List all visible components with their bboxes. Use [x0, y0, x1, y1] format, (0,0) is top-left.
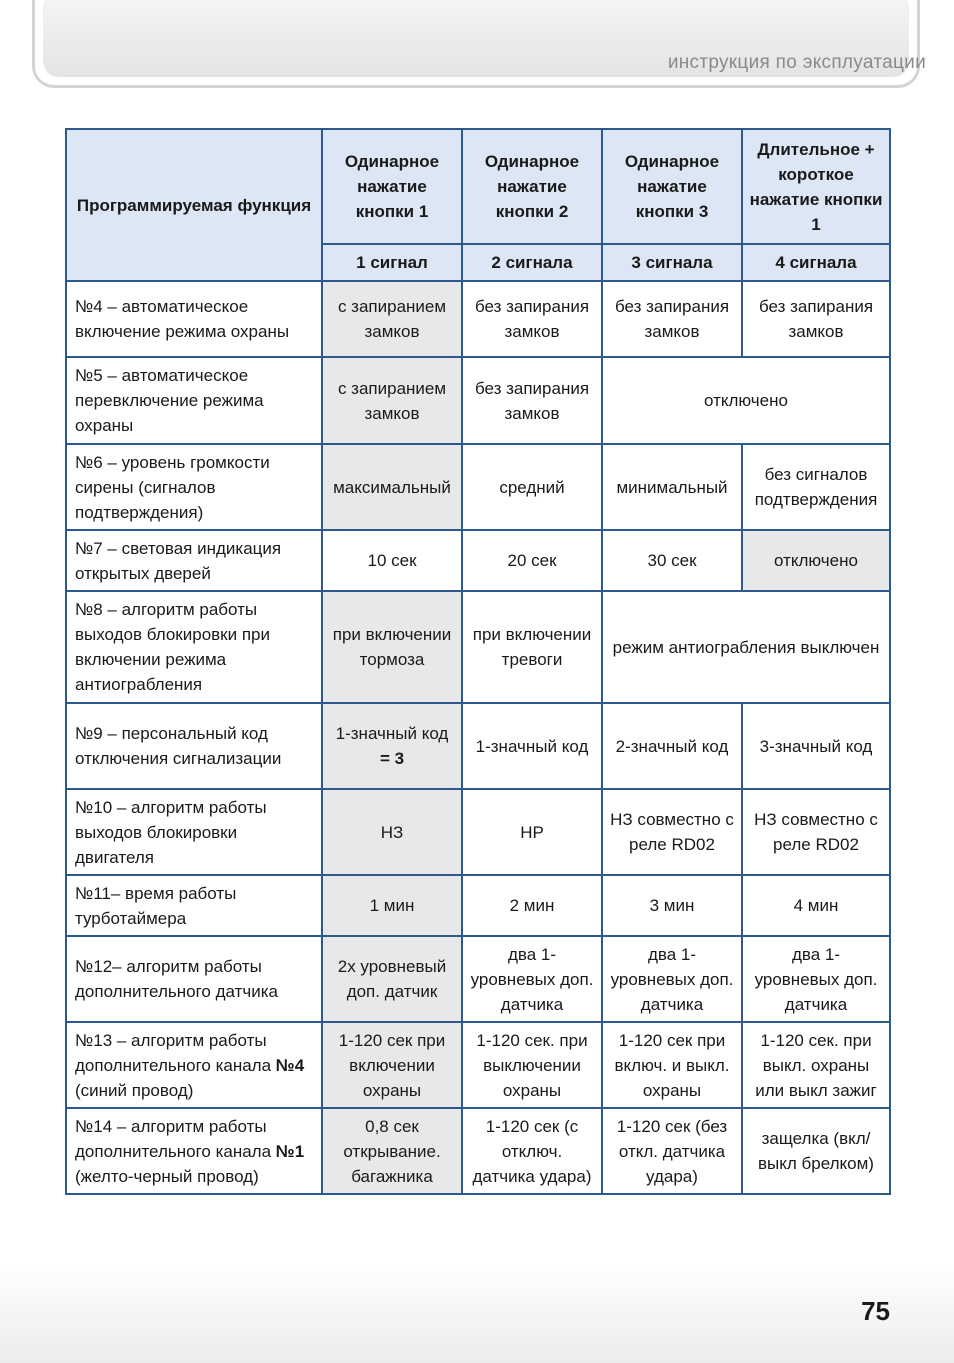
table-row: [66, 281, 890, 357]
value-cell: без запирания замков: [462, 357, 602, 444]
column-header-button-3: Одинарное нажатие кнопки 3: [602, 129, 742, 244]
signal-header-3: 3 сигнала: [602, 244, 742, 281]
table-row: [66, 444, 890, 530]
value-cell: два 1- уровневых доп. датчика: [742, 936, 890, 1022]
value-cell: защелка (вкл/выкл брелком): [742, 1108, 890, 1194]
value-cell: НР: [462, 789, 602, 875]
value-cell: 4 мин: [742, 875, 890, 936]
value-cell: 2-значный код: [602, 703, 742, 789]
header-title: инструкция по эксплуатации: [667, 52, 926, 73]
value-cell: НЗ: [322, 789, 462, 875]
signal-header-1: 1 сигнал: [322, 244, 462, 281]
header-band: [32, 0, 920, 88]
signal-header-4: 4 сигнала: [742, 244, 890, 281]
function-cell: №10 – алгоритм работы выходов блокировки двигателя: [66, 789, 322, 875]
function-text: №14 – алгоритм работы дополнительного канала: [75, 1116, 272, 1161]
value-cell: 3 мин: [602, 875, 742, 936]
table-row: [66, 357, 890, 444]
value-cell: 1-120 сек (с отключ. датчика удара): [462, 1108, 602, 1194]
header-row: [66, 129, 890, 244]
value-cell: 10 сек: [322, 530, 462, 591]
page-bottom-gradient: [0, 1263, 954, 1363]
value-cell: при включении тревоги: [462, 591, 602, 703]
function-text: №13 – алгоритм работы дополнительного канала: [75, 1030, 272, 1075]
value-cell: 20 сек: [462, 530, 602, 591]
value-cell: два 1- уровневых доп. датчика: [462, 936, 602, 1022]
value-cell-merged: отключено: [602, 357, 890, 444]
value-cell: с запиранием замков: [322, 357, 462, 444]
value-cell: минимальный: [602, 444, 742, 530]
value-cell: 1 мин: [322, 875, 462, 936]
column-header-button-2: Одинарное нажатие кнопки 2: [462, 129, 602, 244]
function-cell: №11– время работы турботаймера: [66, 875, 322, 936]
function-column-header: Программируемая функция: [66, 129, 322, 281]
function-cell: №12– алгоритм работы дополнительного датчика: [66, 936, 322, 1022]
value-cell-merged: режим антиограбления выключен: [602, 591, 890, 703]
value-cell: без запирания замков: [742, 281, 890, 357]
column-header-button-1: Одинарное нажатие кнопки 1: [322, 129, 462, 244]
function-cell: №8 – алгоритм работы выходов блокировки при включении режима антиограбления: [66, 591, 322, 703]
table-row: [66, 530, 890, 591]
value-cell: 2 мин: [462, 875, 602, 936]
function-cell: №4 – автоматическое включение режима охраны: [66, 281, 322, 357]
table-row: [66, 703, 890, 789]
signal-header-2: 2 сигнала: [462, 244, 602, 281]
value-cell: максимальный: [322, 444, 462, 530]
function-cell: [66, 1108, 322, 1194]
function-cell: №5 – автоматическое перевключение режима охраны: [66, 357, 322, 444]
channel-number: №4: [275, 1055, 305, 1075]
function-cell: №9 – персональный код отключения сигнализации: [66, 703, 322, 789]
value-cell: 1-120 сек при включении охраны: [322, 1022, 462, 1108]
value-cell: НЗ совместно с реле RD02: [602, 789, 742, 875]
value-cell: без запирания замков: [602, 281, 742, 357]
value-cell: средний: [462, 444, 602, 530]
value-cell: с запиранием замков: [322, 281, 462, 357]
value-cell: 1-120 сек. при выкл. охраны или выкл зажиг: [742, 1022, 890, 1108]
value-cell: без сигналов подтверждения: [742, 444, 890, 530]
code-text: 1-значный код: [335, 724, 449, 743]
settings-table: [65, 128, 891, 1195]
table-row: [66, 789, 890, 875]
value-cell: 3-значный код: [742, 703, 890, 789]
value-cell: при включении тормоза: [322, 591, 462, 703]
table-row: [66, 1022, 890, 1108]
value-cell: 1-120 сек (без откл. датчика удара): [602, 1108, 742, 1194]
value-cell: 30 сек: [602, 530, 742, 591]
wire-note: (желто-черный провод): [75, 1166, 259, 1186]
function-cell: №6 – уровень громкости сирены (сигналов подтверждения): [66, 444, 322, 530]
table-row: [66, 591, 890, 703]
value-cell: 1-120 сек. при выключении охраны: [462, 1022, 602, 1108]
value-cell: 1-значный код: [462, 703, 602, 789]
page-number: 75: [861, 1296, 890, 1326]
table-row: [66, 1108, 890, 1194]
function-cell: [66, 1022, 322, 1108]
value-cell: 2х уровневый доп. датчик: [322, 936, 462, 1022]
value-cell: без запирания замков: [462, 281, 602, 357]
function-cell: №7 – световая индикация открытых дверей: [66, 530, 322, 591]
value-cell: НЗ совместно с реле RD02: [742, 789, 890, 875]
wire-note: (синий провод): [75, 1080, 194, 1100]
table-row: [66, 875, 890, 936]
value-cell: 1-120 сек при включ. и выкл. охраны: [602, 1022, 742, 1108]
value-cell: 0,8 сек открывание. багажника: [322, 1108, 462, 1194]
code-value: = 3: [379, 749, 405, 768]
table-row: [66, 936, 890, 1022]
channel-number: №1: [275, 1141, 305, 1161]
value-cell: два 1- уровневых доп. датчика: [602, 936, 742, 1022]
value-cell: [322, 703, 462, 789]
value-cell: отключено: [742, 530, 890, 591]
column-header-long-press: Длительное + короткое нажатие кнопки 1: [742, 129, 890, 244]
